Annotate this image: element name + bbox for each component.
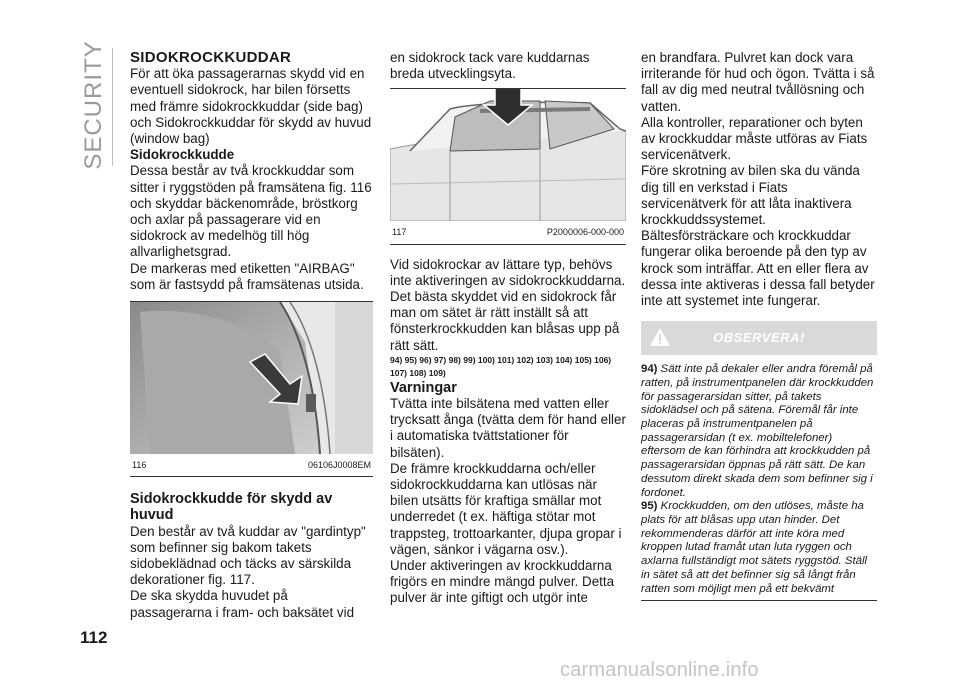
column-3 bbox=[641, 50, 877, 601]
note-95: 95) Krockkudden, om den utlöses, måste ha plats för att blåsas upp utan hinder. Det rekommenderas därför att inte köra med kroppen lutad framåt utan luta ryggen och axlarna fullständigt mot sätets ryggstöd. Ställ in sätet så att det befinner sig så långt från ratten som möjligt men på ett bekvämt bbox=[641, 500, 868, 595]
paragraph: Den består av två kuddar av "gardintyp" som befinner sig bakom takets sidobeklädnad och täcks av särskilda dekorationer fig. 117. bbox=[130, 523, 366, 588]
figure-117-image bbox=[390, 89, 626, 221]
page-number: 112 bbox=[80, 628, 108, 647]
paragraph: De ska skydda huvudet på passagerarna i fram- och baksätet vid bbox=[130, 588, 355, 620]
figure-117 bbox=[390, 88, 626, 244]
paragraph: Dessa består av två krockkuddar som sitter i ryggstöden på framsätena fig. 116 och skyddar bäckenområde, bröstkorg och axlar på passagerare vid en sidokrock av medelhög till hög allvarlighetsgrad. bbox=[130, 163, 372, 260]
paragraph: Det bästa skyddet vid en sidokrock får man om sätet är rätt inställt så att fönsterkrockkudden kan blåsas upp på rätt sätt. bbox=[390, 289, 620, 353]
paragraph: De främre krockkuddarna och/eller sidokrockkuddarna kan utlösas när bilen utsätts för kraftiga smällar mot underredet (t ex. häftiga stötar mot trappsteg, trottoarkanter, djupa gropar i vägen, sänkor i vägarna osv.). bbox=[390, 460, 622, 557]
figure-116 bbox=[130, 301, 373, 477]
heading-varningar: Varningar bbox=[390, 379, 457, 396]
paragraph: en sidokrock tack vare kuddarnas breda utvecklingsyta. bbox=[390, 50, 590, 82]
section-title bbox=[78, 40, 110, 170]
heading-sidokrockkudde-huvud: Sidokrockkudde för skydd av huvud bbox=[130, 491, 333, 524]
paragraph: Före skrotning av bilen ska du vända dig till en verkstad i Fiats servicenätverk för att låta inaktivera krockkuddssystemet. bbox=[641, 163, 860, 228]
paragraph: en brandfara. Pulvret kan dock vara irriterande för hud och ögon. Tvätta i så fall av dig med neutral tvållösning och vatten. bbox=[641, 50, 875, 114]
note-references: 94) 95) 96) 97) 98) 99) 100) 101) 102) 103) 104) 105) 106) 107) 108) 109) bbox=[390, 354, 612, 378]
heading-sidokrockkudde: Sidokrockkudde bbox=[130, 147, 235, 163]
paragraph: Under aktiveringen av krockkuddarna frigörs en mindre mängd pulver. Detta pulver är inte giftigt och utgör inte bbox=[390, 558, 615, 606]
seat-side-illustration bbox=[130, 302, 373, 454]
car-side-illustration bbox=[390, 89, 626, 221]
figure-116-image bbox=[130, 302, 373, 454]
figure-number: 117 bbox=[392, 227, 407, 238]
figure-117-caption bbox=[390, 221, 626, 240]
figure-code: 06106J0008EM bbox=[307, 460, 371, 471]
note-94: 94) Sätt inte på dekaler eller andra föremål på ratten, på instrumentpanelen där krockkudden för passagerarsidan sitter, på takets sidoklädsel och på sätena. Föremål får inte placeras på instrumentpanelen på passagerarsidan (t ex. mobiltelefoner) eftersom de kan förhindra att krockkudden på passagerarsidan öppnas på rätt sätt. De kan dessutom direkt skada dem som befinner sig i fordonet. bbox=[641, 363, 874, 499]
paragraph: Tvätta inte bilsätena med vatten eller trycksatt ånga (tvätta dem för hand eller i automatiska tvättstationer för bilsäten). bbox=[390, 396, 626, 460]
column-1 bbox=[130, 50, 373, 621]
observera-notes bbox=[641, 355, 877, 601]
paragraph: Vid sidokrockar av lättare typ, behövs inte aktiveringen av sidokrockkuddarna. bbox=[390, 256, 626, 288]
watermark: carmanualsonline.info bbox=[560, 659, 759, 681]
paragraph: Bältesförsträckare och krockkuddar fungerar olika beroende på den typ av krock som inträffar. Att en eller flera av dessa inte aktiveras i dessa fall betyder inte att systemet inte fungerar. bbox=[641, 228, 875, 309]
observera-title: OBSERVERA! bbox=[713, 330, 805, 346]
paragraph: Alla kontroller, reparationer och byten av krockkuddar måste utföras av Fiats servicenätverk. bbox=[641, 114, 868, 163]
observera-header bbox=[641, 321, 877, 355]
section-title-text: SECURITY bbox=[80, 40, 107, 170]
section-rule bbox=[112, 48, 113, 166]
heading-sidokrockkuddar: SIDOKROCKKUDDAR bbox=[130, 49, 292, 66]
paragraph: De markeras med etiketten "AIRBAG" som är fastsydd på framsätenas utsida. bbox=[130, 260, 364, 292]
figure-116-caption bbox=[130, 454, 373, 473]
column-2 bbox=[390, 50, 626, 607]
figure-code: P2000006-000-000 bbox=[546, 227, 624, 238]
intro-paragraph: För att öka passagerarnas skydd vid en eventuell sidokrock, har bilen försetts med främre sidokrockkuddar (side bag) och Sidokrockkuddar för skydd av huvud (window bag) bbox=[130, 66, 372, 147]
figure-number: 116 bbox=[132, 460, 147, 471]
